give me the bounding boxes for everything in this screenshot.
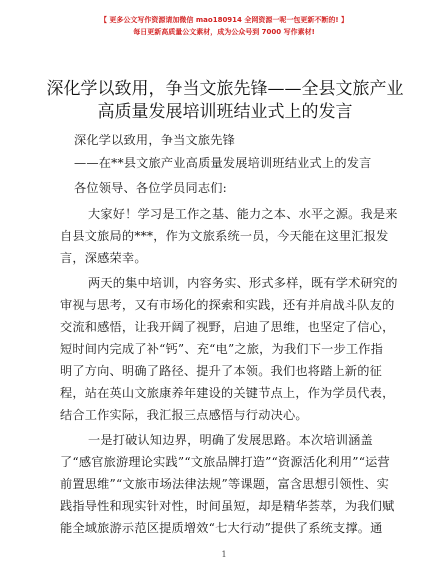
document-title-line1: 深化学以致用，争当文旅先锋——全县文旅产业 xyxy=(46,79,404,99)
body-line: 了“感官旅游理论实践”“文旅品牌打造”“资源活化利用”“运营 xyxy=(60,455,390,469)
body-line: 言，深感荣幸。 xyxy=(60,251,147,265)
body-line: 结合工作实际，我汇报三点感悟与行动决心。 xyxy=(60,408,308,422)
promo-banner-line2: 每日更新高质量公文素材，成为公众号到 7000 写作素材! xyxy=(133,28,315,36)
body-line: 自县文旅局的***，作为文旅系统一员，今天能在这里汇报发 xyxy=(60,229,389,243)
body-line: 一是打破认知边界，明确了发展思路。本次培训涵盖 xyxy=(88,433,373,447)
body-line: 程，站在英山文旅康养年建设的关键节点上，作为学员代表， xyxy=(60,386,395,400)
body-line: 大家好！学习是工作之基、能力之本、水平之源。我是来 xyxy=(88,207,398,221)
page-number: 1 xyxy=(221,550,227,559)
document-salutation: 各位领导、各位学员同志们: xyxy=(74,181,227,195)
body-line: 交流和感悟，让我开阔了视野，启迪了思维，也坚定了信心， xyxy=(60,320,395,334)
document-byline: ——在**县文旅产业高质量发展培训班结业式上的发言 xyxy=(74,156,372,170)
body-line: 审视与思考，又有市场化的探索和实践，还有并肩战斗队友的 xyxy=(60,298,395,312)
body-line: 短时间内完成了补“钙”、充“电”之旅，为我们下一步工作指 xyxy=(60,342,384,356)
body-line: 践指导性和现实针对性，时间虽短，却是精华荟萃，为我们赋 xyxy=(60,499,395,513)
promo-banner-line1: 【 更多公文写作资源请加微信 mao180914 全网资源一呢一包更新不断的! 】 xyxy=(100,16,348,24)
body-line: 前置思维”“文旅市场法律法规”等课题，富含思想引领性、实 xyxy=(60,477,389,491)
body-line: 能全域旅游示范区提质增效“七大行动”提供了系统支撑。通 xyxy=(60,521,383,535)
body-line: 两天的集中培训，内容务实、形式多样，既有学术研究的 xyxy=(88,276,398,290)
document-subtitle: 深化学以致用，争当文旅先锋 xyxy=(74,133,236,147)
body-line: 明了方向、明确了路径、提升了本领。我们也将踏上新的征 xyxy=(60,364,383,378)
document-title-line2: 高质量发展培训班结业式上的发言 xyxy=(97,102,353,122)
